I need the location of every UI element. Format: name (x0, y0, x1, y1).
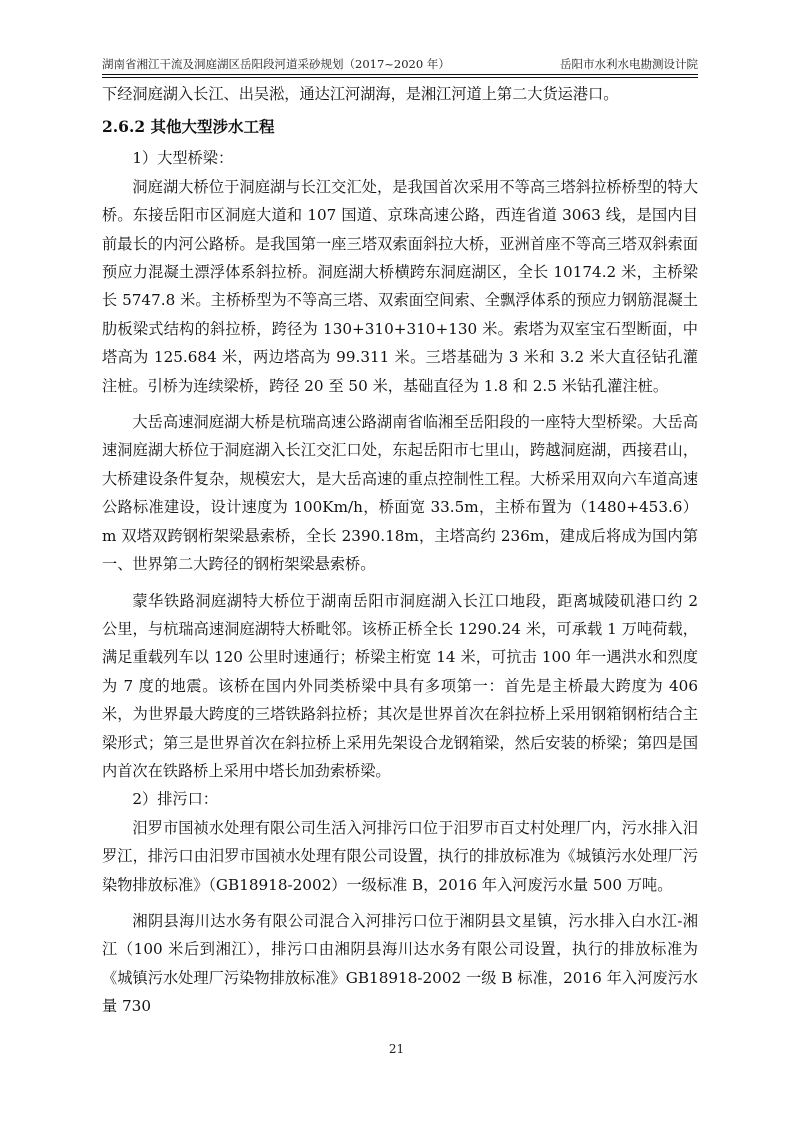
paragraph-continuation: 下经洞庭湖入长江、出吴淞，通达江河湖海，是湘江河道上第二大货运港口。 (102, 85, 619, 103)
page-number: 21 (388, 1042, 405, 1056)
header-organization: 岳阳市水利水电勘测设计院 (560, 57, 698, 71)
paragraph-gap (102, 579, 698, 587)
subheading-bridges: 1）大型桥梁： (132, 149, 234, 168)
paragraph-xiangyin-outfall: 湘阴县海川达水务有限公司混合入河排污口位于湘阴县文星镇，污水排入白水江-湘江（100 米后到湘江），排污口由湘阴县海川达水务有限公司设置，执行的排放标准为《城镇污水处理厂污染物排放标准》GB18918-2002 一级 B 标准，2016 年入河废污水量 730 (102, 911, 698, 1016)
paragraph-dayue-bridge: 大岳高速洞庭湖大桥是杭瑞高速公路湖南省临湘至岳阳段的一座特大型桥梁。大岳高速洞庭湖大桥位于洞庭湖入长江交汇口处，东起岳阳市七里山，跨越洞庭湖，西接君山，大桥建设条件复杂，规模宏大，是大岳高速的重点控制性工程。大桥采用双向六车道高速公路标准建设，设计速度为 100Km/h，桥面宽 33.5m，主桥布置为（1480+453.6）m 双塔双跨钢桁架梁悬索桥，全长 2390.18m，主塔高约 236m，建成后将成为国内第一、世界第二大跨径的钢桁架梁悬索桥。 (102, 413, 698, 574)
paragraph-miluo-outfall: 汨罗市国祯水处理有限公司生活入河排污口位于汨罗市百丈村处理厂内，污水排入汨罗江，排污口由汨罗市国祯水处理有限公司设置，执行的排放标准为《城镇污水处理厂污染物排放标准》（GB18918-2002）一级标准 B，2016 年入河废污水量 500 万吨。 (102, 818, 698, 894)
section-title: 2.6.2 其他大型涉水工程 (102, 117, 275, 137)
subheading-outfalls: 2）排污口： (132, 790, 218, 809)
header-rule-thick (102, 74, 698, 75)
paragraph-gap (102, 899, 698, 907)
paragraph-dongting-bridge: 洞庭湖大桥位于洞庭湖与长江交汇处，是我国首次采用不等高三塔斜拉桥桥型的特大桥。东接岳阳市区洞庭大道和 107 国道、京珠高速公路，西连省道 3063 线，是国内目前最长的内河公路桥。是我国第一座三塔双索面斜拉大桥，亚洲首座不等高三塔双斜索面预应力混凝土漂浮体系斜拉桥。洞庭湖大桥横跨东洞庭湖区，全长 10174.2 米，主桥梁长 5747.8 米。主桥桥型为不等高三塔、双索面空间索、全飘浮体系的预应力钢筋混凝土肋板梁式结构的斜拉桥，跨径为 130+310+310+130 米。索塔为双室宝石型断面，中塔高为 125.684 米，两边塔高为 99.311 米。三塔基础为 3 米和 3.2 米大直径钻孔灌注桩。引桥为连续梁桥，跨径 20 至 50 米，基础直径为 1.8 和 2.5 米钻孔灌注桩。 (102, 177, 698, 395)
page-header (102, 55, 698, 73)
page-body (102, 80, 698, 1021)
header-document-title: 湖南省湘江干流及洞庭湖区岳阳段河道采砂规划（2017~2020 年） (102, 57, 450, 71)
paragraph-menghua-bridge: 蒙华铁路洞庭湖特大桥位于湖南岳阳市洞庭湖入长江口地段，距离城陵矶港口约 2 公里，与杭瑞高速洞庭湖特大桥毗邻。该桥正桥全长 1290.24 米，可承载 1 万吨荷载，满足重载列车以 120 公里时速通行；桥梁主桁宽 14 米，可抗击 100 年一遇洪水和烈度为 7 度的地震。该桥在国内外同类桥梁中具有多项第一：首先是主桥最大跨度为 406 米，为世界最大跨度的三塔铁路斜拉桥；其次是世界首次在斜拉桥上采用钢箱钢桁结合主梁形式；第三是世界首次在斜拉桥上采用先架设合龙钢箱梁，然后安装的桥梁；第四是国内首次在铁路桥上采用中塔长加劲索桥梁。 (102, 591, 698, 780)
header-rule-thin (102, 77, 698, 78)
paragraph-gap (102, 400, 698, 408)
